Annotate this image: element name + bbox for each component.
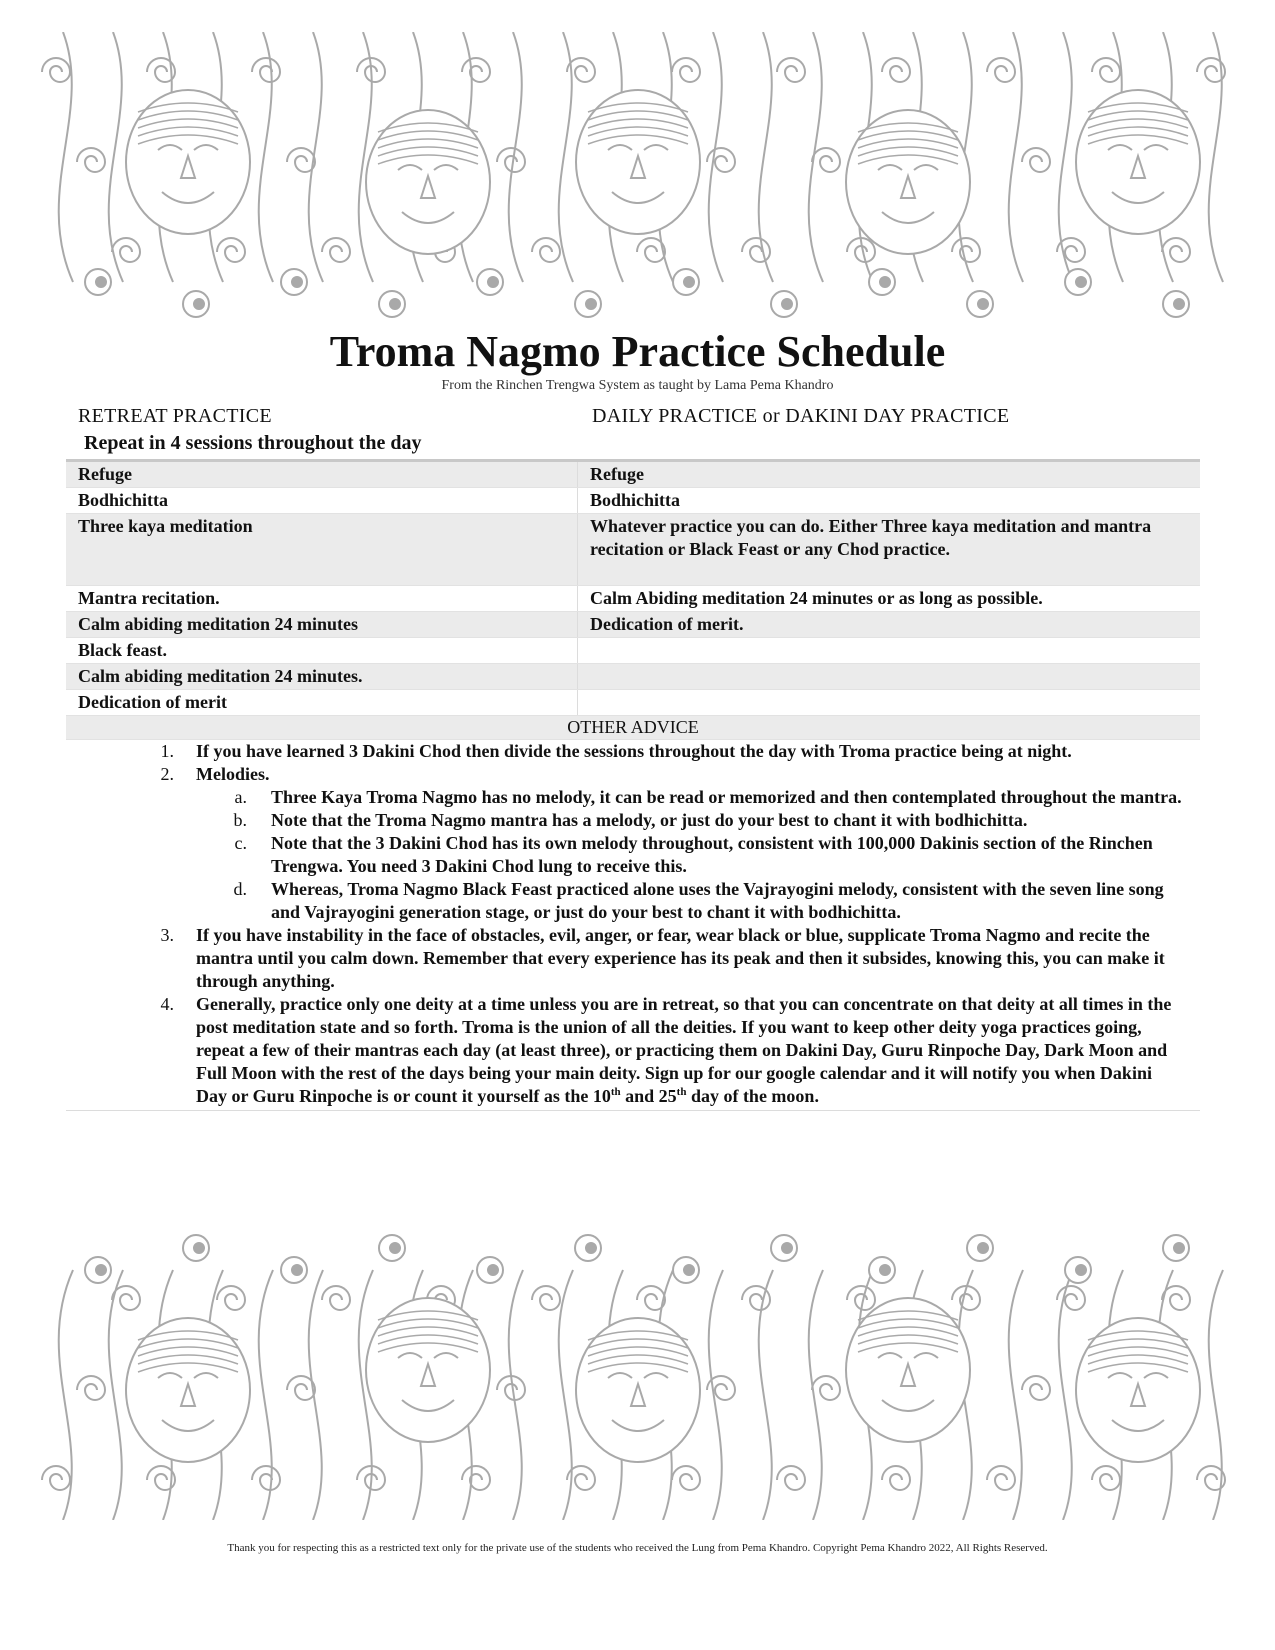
sub-list-item (66, 878, 1200, 924)
list-number: 3. (160, 925, 174, 945)
eye-pupil (1076, 1265, 1086, 1275)
table-row (66, 638, 1200, 664)
list-text: Melodies. (196, 764, 270, 784)
schedule-table (66, 459, 1200, 1111)
list-text (196, 993, 1186, 1108)
retreat-cell: Dedication of merit (66, 690, 578, 715)
swirl-ornament (812, 148, 840, 172)
sub-list-item (66, 786, 1200, 809)
daily-cell: Refuge (590, 464, 644, 484)
retreat-cell: Calm abiding meditation 24 minutes (66, 612, 578, 637)
table-row (66, 612, 1200, 638)
swirl-ornament (742, 238, 770, 262)
swirl-ornament (1022, 148, 1050, 172)
daily-cell: Bodhichitta (590, 490, 681, 510)
daily-cell (578, 638, 1200, 663)
tendril-line (1059, 32, 1073, 282)
sub-list-text: Note that the 3 Dakini Chod has its own melody throughout, consistent with 100,000 Dakinis section of the Rinchen Trengwa. You need 3 Dakini Chod lung to receive this. (271, 833, 1153, 876)
swirl-ornament (812, 1376, 840, 1400)
eye-pupil (1174, 1243, 1184, 1253)
tendril-line (109, 32, 123, 282)
swirl-ornament (532, 1286, 560, 1310)
swirl-ornament (1092, 1466, 1120, 1490)
swirl-ornament (777, 58, 805, 82)
eye-pupil (880, 1265, 890, 1275)
eye-pupil (586, 299, 596, 309)
eye-pupil (684, 1265, 694, 1275)
sub-list-letter: a. (234, 787, 247, 807)
sub-list-text: Three Kaya Troma Nagmo has no melody, it can be read or memorized and then contemplated throughout the mantra. (271, 787, 1182, 807)
daily-cell: Calm Abiding meditation 24 minutes or as long as possible. (590, 588, 1043, 608)
sub-list-letter: c. (234, 833, 247, 853)
eye-pupil (488, 1265, 498, 1275)
sub-list-letter: b. (233, 810, 247, 830)
table-row (66, 690, 1200, 716)
sub-list-text: Whereas, Troma Nagmo Black Feast practiced alone uses the Vajrayogini melody, consistent with the seven line song and Vajrayogini generation stage, or just do your best to chant it with bodhichitta. (271, 879, 1164, 922)
swirl-ornament (322, 238, 350, 262)
swirl-ornament (882, 58, 910, 82)
list-text: If you have instability in the face of obstacles, evil, anger, or fear, wear black or blue, supplicate Troma Nagmo and recite the mantra until you calm down. Remember that every experience has its peak and then it subsides, knowing this, you can make it through anything. (196, 925, 1165, 991)
charnel-ground-illustration-bottom (38, 1210, 1238, 1520)
bottom-decorative-banner (38, 1210, 1238, 1520)
page-title: Troma Nagmo Practice Schedule (329, 327, 946, 376)
eye-pupil (390, 1243, 400, 1253)
swirl-ornament (287, 148, 315, 172)
daily-cell: Whatever practice you can do. Either Three kaya meditation and mantra recitation or Black Feast or any Chod practice. (590, 516, 1152, 559)
table-row (66, 586, 1200, 612)
eye-pupil (586, 1243, 596, 1253)
eye-pupil (292, 1265, 302, 1275)
advice-list (66, 740, 1200, 1111)
swirl-ornament (952, 238, 980, 262)
swirl-ornament (1022, 1376, 1050, 1400)
eye-pupil (488, 277, 498, 287)
swirl-ornament (217, 238, 245, 262)
swirl-ornament (112, 238, 140, 262)
sub-list-text: Note that the Troma Nagmo mantra has a melody, or just do your best to chant it with bodhichitta. (271, 810, 1028, 830)
charnel-ground-illustration-top (38, 32, 1238, 342)
swirl-ornament (1092, 58, 1120, 82)
list-number: 1. (160, 741, 174, 761)
eye-pupil (978, 299, 988, 309)
retreat-practice-heading: RETREAT PRACTICE (78, 405, 272, 427)
tendril-line (1009, 32, 1023, 282)
eye-pupil (390, 299, 400, 309)
swirl-ornament (322, 1286, 350, 1310)
tendril-line (509, 1270, 523, 1520)
eye-pupil (96, 1265, 106, 1275)
swirl-ornament (252, 58, 280, 82)
retreat-cell: Mantra recitation. (66, 586, 578, 611)
list-text-part: day of the moon. (686, 1086, 819, 1106)
list-number: 2. (160, 764, 174, 784)
swirl-ornament (462, 58, 490, 82)
retreat-practice-subheading: Repeat in 4 sessions throughout the day (84, 432, 422, 454)
tendril-line (559, 32, 573, 282)
eye-pupil (96, 277, 106, 287)
swirl-ornament (252, 1466, 280, 1490)
swirl-ornament (672, 1466, 700, 1490)
tendril-line (759, 32, 773, 282)
list-item (66, 763, 1200, 786)
eye-pupil (782, 299, 792, 309)
ordinal-suffix: th (610, 1086, 621, 1098)
list-text: If you have learned 3 Dakini Chod then divide the sessions throughout the day with Troma practice being at night. (196, 741, 1072, 761)
swirl-ornament (532, 238, 560, 262)
eye-pupil (194, 1243, 204, 1253)
swirl-ornament (217, 1286, 245, 1310)
sub-list-item (66, 832, 1200, 878)
tendril-line (309, 1270, 323, 1520)
swirl-ornament (462, 1466, 490, 1490)
swirl-ornament (987, 1466, 1015, 1490)
list-item (66, 993, 1200, 1108)
retreat-cell: Refuge (66, 462, 578, 487)
retreat-cell: Three kaya meditation (66, 514, 578, 585)
tendril-line (309, 32, 323, 282)
retreat-cell: Bodhichitta (66, 488, 578, 513)
daily-cell (578, 664, 1200, 689)
swirl-ornament (77, 1376, 105, 1400)
list-text-part: Generally, practice only one deity at a time unless you are in retreat, so that you can concentrate on that deity at all times in the post meditation state and so forth. Troma is the union of all the deities. If you want to keep other deity yoga practices going, repeat a few of their mantras each day (at least three), or practicing them on Dakini Day, Guru Rinpoche Day, Dark Moon and Full Moon with the rest of the days being your main deity. Sign up for our google calendar and it will notify you when Dakini Day or Guru Rinpoche is or count it yourself as the 10 (196, 994, 1172, 1106)
daily-cell: Dedication of merit. (590, 614, 744, 634)
tendril-line (1209, 1270, 1223, 1520)
eye-pupil (880, 277, 890, 287)
ordinal-suffix: th (676, 1086, 687, 1098)
tendril-line (1059, 1270, 1073, 1520)
eye-pupil (1076, 277, 1086, 287)
sub-list-item (66, 809, 1200, 832)
table-row (66, 462, 1200, 488)
eye-pupil (782, 1243, 792, 1253)
copyright-footer: Thank you for respecting this as a restricted text only for the private use of the students who received the Lung from Pema Khandro. Copyright Pema Khandro 2022, All Rights Reserved. (227, 1542, 1048, 1554)
retreat-cell: Black feast. (66, 638, 578, 663)
eye-pupil (1174, 299, 1184, 309)
tendril-line (59, 1270, 73, 1520)
other-advice-heading: OTHER ADVICE (66, 716, 1200, 740)
tendril-line (1009, 1270, 1023, 1520)
table-row (66, 514, 1200, 586)
sub-list-letter: d. (233, 879, 247, 899)
swirl-ornament (42, 1466, 70, 1490)
page-subtitle: From the Rinchen Trengwa System as taught by Lama Pema Khandro (441, 378, 834, 393)
list-item (66, 924, 1200, 993)
eye-pupil (684, 277, 694, 287)
table-row (66, 664, 1200, 690)
swirl-ornament (777, 1466, 805, 1490)
tendril-line (559, 1270, 573, 1520)
daily-cell (578, 690, 1200, 715)
swirl-ornament (42, 58, 70, 82)
eye-pupil (194, 299, 204, 309)
eye-pupil (978, 1243, 988, 1253)
daily-practice-heading: DAILY PRACTICE or DAKINI DAY PRACTICE (592, 405, 1010, 427)
top-decorative-banner (38, 32, 1238, 342)
swirl-ornament (672, 58, 700, 82)
swirl-ornament (1162, 238, 1190, 262)
eye-pupil (292, 277, 302, 287)
retreat-cell: Calm abiding meditation 24 minutes. (66, 664, 578, 689)
swirl-ornament (497, 148, 525, 172)
list-item (66, 740, 1200, 763)
list-text-part: and 25 (620, 1086, 677, 1106)
swirl-ornament (77, 148, 105, 172)
tendril-line (109, 1270, 123, 1520)
tendril-line (809, 32, 823, 282)
swirl-ornament (882, 1466, 910, 1490)
list-number: 4. (160, 994, 174, 1014)
swirl-ornament (987, 58, 1015, 82)
table-row (66, 488, 1200, 514)
